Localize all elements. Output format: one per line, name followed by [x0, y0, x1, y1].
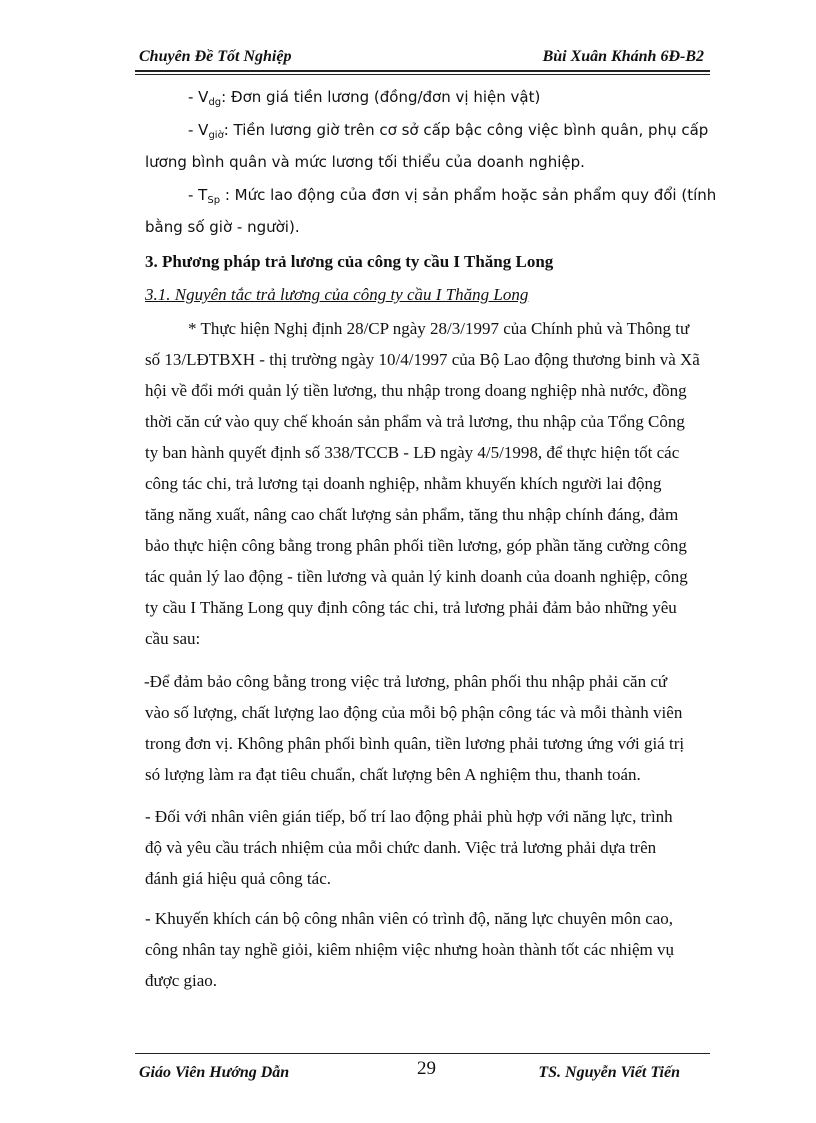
para1-line: hội về đổi mới quản lý tiền lương, thu nhập trong doang nghiệp nhà nước, đồng [145, 381, 687, 400]
header-right-author: Bùi Xuân Khánh 6Đ-B2 [542, 48, 704, 65]
para1-line: thời căn cứ vào quy chế khoán sản phẩm và trả lương, thu nhập của Tổng Công [145, 412, 685, 431]
para1-line: bảo thực hiện công bằng trong phân phối tiền lương, góp phần tăng cường công [145, 536, 687, 555]
def-vdg: - $V_{dg}$: Đơn giá tiền lương (đồng/đơn vị hiện vật) [188, 88, 541, 108]
para4-line: được giao. [145, 971, 218, 990]
page-header [135, 48, 710, 72]
para3-line: đánh giá hiệu quả công tác. [145, 869, 331, 888]
footer-supervisor-name: TS. Nguyễn Viết Tiến [538, 1064, 680, 1081]
def-vgio: - $V_{giờ}$: Tiền lương giờ trên cơ sở cấp bậc công việc bình quân, phụ cấp [188, 121, 709, 141]
para1-line: cầu sau: [145, 629, 201, 648]
def-vgio-cont: lương bình quân và mức lương tối thiểu của doanh nghiệp. [145, 153, 585, 171]
para2-line: trong đơn vị. Không phân phối bình quân, tiền lương phải tương ứng với giá trị [145, 734, 685, 753]
para1-line: tác quản lý lao động - tiền lương và quản lý kinh doanh của doanh nghiệp, công [145, 567, 688, 586]
para2-line: vào số lượng, chất lượng lao động của mỗi bộ phận công tác và mỗi thành viên [145, 703, 683, 722]
page-number: 29 [417, 1058, 436, 1079]
page-footer [135, 1053, 710, 1088]
header-rule [135, 74, 710, 75]
para2-line: só lượng làm ra đạt tiêu chuẩn, chất lượng bên A nghiệm thu, thanh toán. [145, 765, 641, 784]
def-tsp: - $T_{Sp}$ : Mức lao động của đơn vị sản phẩm hoặc sản phẩm quy đổi (tính [188, 186, 717, 206]
para3-line: độ và yêu cầu trách nhiệm của mỗi chức danh. Việc trả lương phải dựa trên [145, 838, 657, 857]
section-title: 3. Phương pháp trả lương của công ty cầu I Thăng Long [145, 252, 554, 271]
para1-line: công tác chi, trả lương tại doanh nghiệp, nhằm khuyến khích người lai động [145, 474, 662, 493]
footer-supervisor-label: Giáo Viên Hướng Dẫn [139, 1064, 290, 1081]
para1-line: số 13/LĐTBXH - thị trường ngày 10/4/1997 của Bộ Lao động thương binh và Xã [145, 350, 700, 369]
def-tsp-cont: bằng số giờ - người). [145, 218, 300, 236]
para1-line: ty ban hành quyết định số 338/TCCB - LĐ ngày 4/5/1998, để thực hiện tốt các [145, 443, 680, 462]
para2-line: -Để đảm bảo công bằng trong việc trả lương, phân phối thu nhập phải căn cứ [144, 672, 668, 691]
para1-line: ty cầu I Thăng Long quy định công tác chi, trả lương phải đảm bảo những yêu [145, 598, 677, 617]
para4-line: - Khuyến khích cán bộ công nhân viên có trình độ, năng lực chuyên môn cao, [145, 909, 674, 928]
para1-line: tăng năng xuất, nâng cao chất lượng sản phẩm, tăng thu nhập chính đáng, đảm [145, 505, 679, 524]
para4-line: công nhân tay nghề giỏi, kiêm nhiệm việc nhưng hoàn thành tốt các nhiệm vụ [145, 940, 675, 959]
header-left-title: Chuyên Đề Tốt Nghiệp [139, 48, 292, 65]
para1-line: * Thực hiện Nghị định 28/CP ngày 28/3/1997 của Chính phủ và Thông tư [188, 319, 690, 338]
para3-line: - Đối với nhân viên gián tiếp, bố trí lao động phải phù hợp với năng lực, trình [145, 807, 673, 826]
subsection-title: 3.1. Nguyên tắc trả lương của công ty cầu I Thăng Long [145, 285, 529, 304]
